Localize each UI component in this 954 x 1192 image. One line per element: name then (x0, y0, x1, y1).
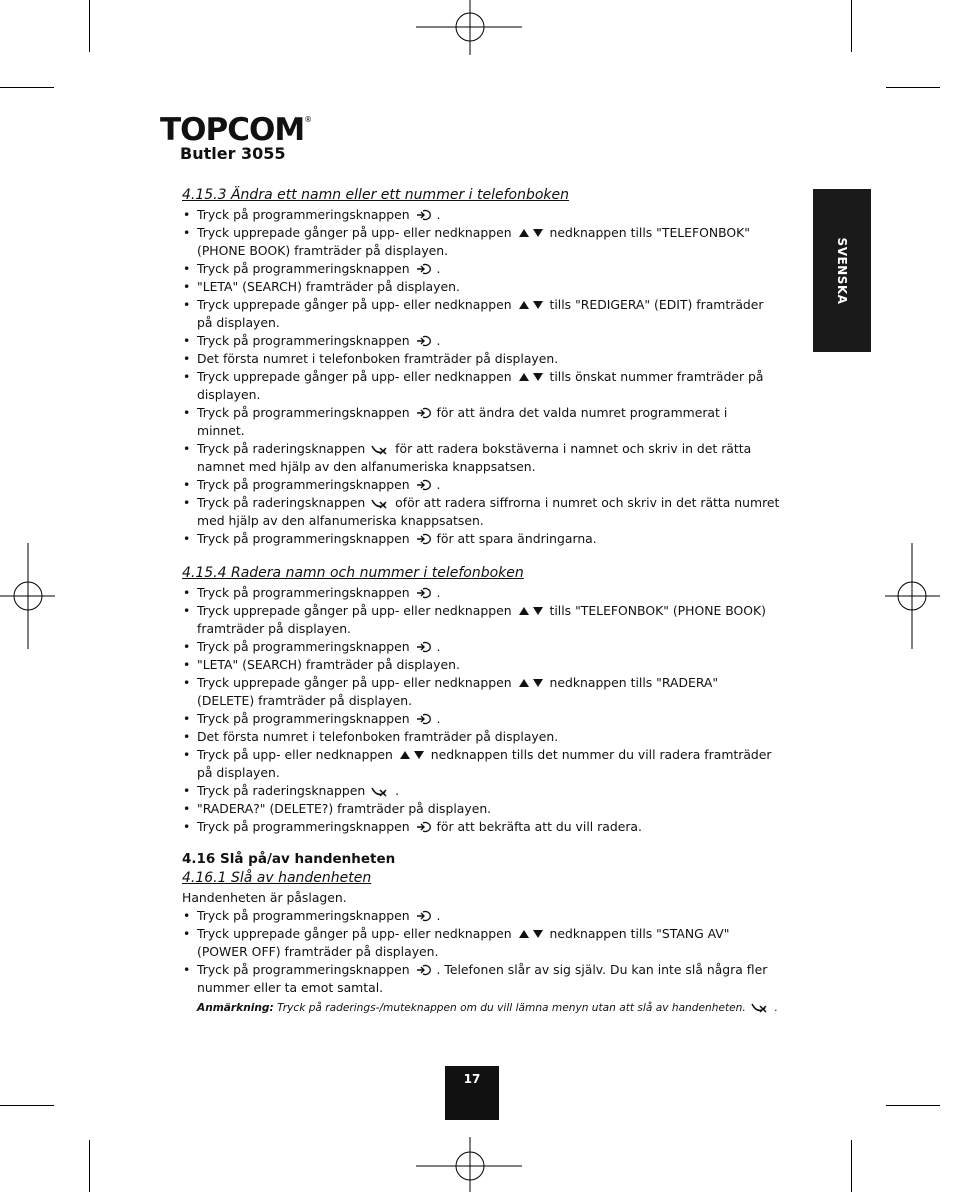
section-title: 4.16.1 Slå av handenheten (182, 870, 372, 886)
language-tab-label: SVENSKA (835, 237, 849, 304)
crop-mark (886, 1105, 940, 1106)
up-down-arrows-icon (516, 297, 550, 312)
brand-logo (160, 113, 312, 147)
model-name: Butler 3055 (180, 144, 286, 163)
programming-key-icon (414, 711, 437, 726)
brand-logo-text: TOPCOM (160, 112, 305, 148)
list-item: • Tryck på programmeringsknappen . (182, 260, 782, 278)
list-item: • Tryck på programmeringsknappen . (182, 907, 782, 925)
up-down-arrows-icon (516, 603, 550, 618)
page-content (182, 187, 782, 1019)
delete-key-icon (749, 1002, 774, 1014)
up-down-arrows-icon (516, 675, 550, 690)
list-item: • Det första numret i telefonboken framträder på displayen. (182, 728, 782, 746)
crop-mark (886, 87, 940, 88)
instruction-list (182, 584, 782, 836)
section-title: 4.15.4 Radera namn och nummer i telefonboken (182, 565, 524, 581)
up-down-arrows-icon (516, 369, 550, 384)
list-item: • Tryck upprepade gånger på upp- eller nedknappen tills önskat nummer framträder på displayen. (182, 368, 782, 404)
delete-key-icon (365, 495, 395, 510)
list-item: • "LETA" (SEARCH) framträder på displayen. (182, 278, 782, 296)
crop-mark (0, 1105, 54, 1106)
programming-key-icon (414, 405, 437, 420)
list-item: • Tryck på raderingsknappen oför att radera siffrorna i numret och skriv in det rätta numret med hjälp av den alfanumeriska knappsatsen. (182, 494, 782, 530)
programming-key-icon (414, 261, 437, 276)
list-item: • Tryck upprepade gånger på upp- eller nedknappen tills "TELEFONBOK" (PHONE BOOK) framträder på displayen. (182, 602, 782, 638)
programming-key-icon (414, 962, 437, 977)
programming-key-icon (414, 333, 437, 348)
registered-symbol: ® (304, 115, 313, 124)
list-item: • Tryck på programmeringsknappen . Telefonen slår av sig själv. Du kan inte slå några fler nummer eller ta emot samtal. (182, 961, 782, 997)
list-item: • "LETA" (SEARCH) framträder på displayen. (182, 656, 782, 674)
list-item: • Tryck på programmeringsknappen . (182, 710, 782, 728)
list-item: • Tryck på programmeringsknappen för att spara ändringarna. (182, 530, 782, 548)
intro-text: Handenheten är påslagen. (182, 890, 347, 905)
programming-key-icon (410, 908, 437, 923)
crop-mark (851, 1140, 852, 1192)
delete-key-icon (369, 783, 395, 798)
list-item: • Tryck på programmeringsknappen för att bekräfta att du vill radera. (182, 818, 782, 836)
crop-mark (89, 0, 90, 52)
note: Anmärkning: Tryck på raderings-/muteknappen om du vill lämna menyn utan att slå av handenheten. . (197, 1002, 778, 1014)
list-item: • Tryck på raderingsknappen . (182, 782, 782, 800)
registration-mark-icon (414, 0, 524, 56)
language-tab (813, 189, 871, 352)
instruction-list (182, 206, 782, 548)
note-text: Tryck på raderings-/muteknappen om du vill lämna menyn utan att slå av handenheten. (277, 1002, 746, 1014)
up-down-arrows-icon (397, 747, 431, 762)
list-item: • Tryck på programmeringsknappen . (182, 638, 782, 656)
page-number: 17 (445, 1066, 499, 1120)
registration-mark-icon (414, 1137, 524, 1192)
registration-mark-icon (0, 543, 56, 649)
list-item: • Tryck upprepade gånger på upp- eller nedknappen nedknappen tills "RADERA" (DELETE) framträder på displayen. (182, 674, 782, 710)
list-item: • Det första numret i telefonboken framträder på displayen. (182, 350, 782, 368)
crop-mark (89, 1140, 90, 1192)
crop-mark (0, 87, 54, 88)
list-item: • Tryck på raderingsknappen för att radera bokstäverna i namnet och skriv in det rätta namnet med hjälp av den alfanumeriska knappsatsen. (182, 440, 782, 476)
up-down-arrows-icon (516, 926, 550, 941)
list-item: • Tryck på programmeringsknappen . (182, 206, 782, 224)
list-item: • Tryck upprepade gånger på upp- eller nedknappen nedknappen tills "STANG AV" (POWER OFF) framträder på displayen. (182, 925, 782, 961)
list-item: • Tryck på programmeringsknappen för att ändra det valda numret programmerat i minnet. (182, 404, 782, 440)
programming-key-icon (414, 531, 437, 546)
up-down-arrows-icon (516, 225, 550, 240)
list-item: • Tryck på programmeringsknappen . (182, 332, 782, 350)
registration-mark-icon (884, 543, 940, 649)
delete-key-icon (369, 441, 395, 456)
list-item: • Tryck på programmeringsknappen . (182, 476, 782, 494)
programming-key-icon (414, 207, 437, 222)
list-item: • "RADERA?" (DELETE?) framträder på displayen. (182, 800, 782, 818)
list-item: • Tryck på programmeringsknappen . (182, 584, 782, 602)
section-heading: 4.16 Slå på/av handenheten (182, 851, 396, 867)
note-label: Anmärkning: (197, 1002, 274, 1014)
section-title: 4.15.3 Ändra ett namn eller ett nummer i telefonboken (182, 187, 570, 203)
instruction-list (182, 907, 782, 997)
list-item: • Tryck upprepade gånger på upp- eller nedknappen nedknappen tills "TELEFONBOK" (PHONE BOOK) framträder på displayen. (182, 224, 782, 260)
programming-key-icon (414, 639, 437, 654)
programming-key-icon (414, 819, 437, 834)
programming-key-icon (414, 477, 437, 492)
programming-key-icon (414, 585, 437, 600)
crop-mark (851, 0, 852, 52)
list-item: • Tryck på upp- eller nedknappen nedknappen tills det nummer du vill radera framträder på displayen. (182, 746, 782, 782)
list-item: • Tryck upprepade gånger på upp- eller nedknappen tills "REDIGERA" (EDIT) framträder på displayen. (182, 296, 782, 332)
